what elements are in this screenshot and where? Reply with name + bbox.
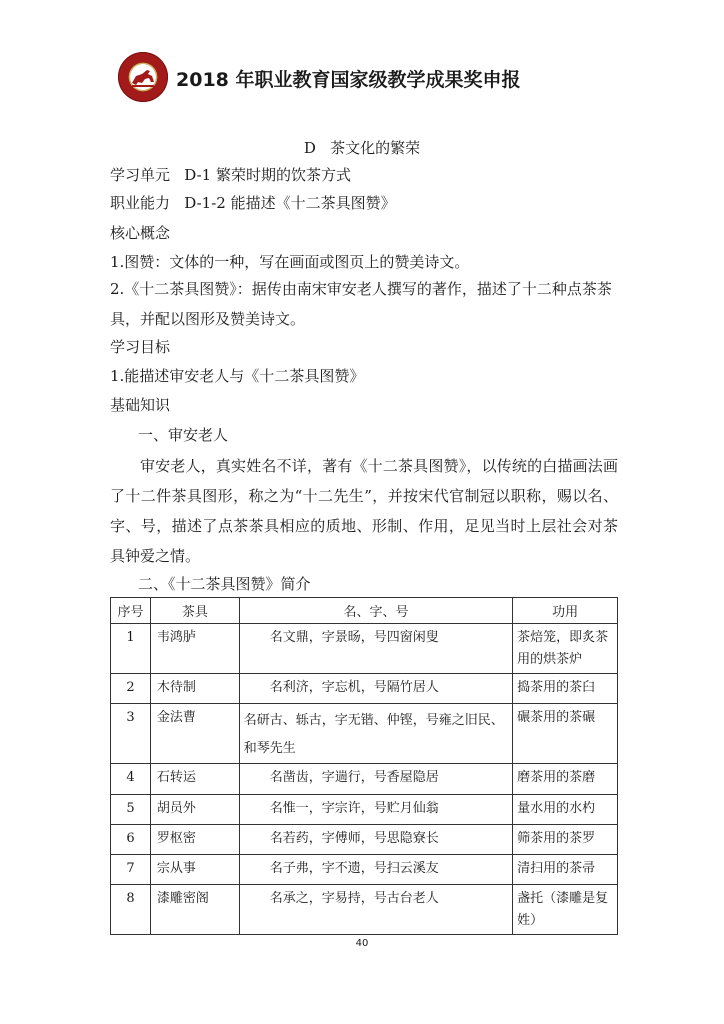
table-row bbox=[111, 885, 618, 935]
cell-tool: 韦鸿胪 bbox=[150, 624, 239, 674]
cell-tool: 罗枢密 bbox=[150, 825, 239, 855]
column-header: 序号 bbox=[111, 598, 151, 624]
cell-no: 1 bbox=[111, 624, 151, 674]
cell-names: 名利济，字忘机，号隔竹居人 bbox=[239, 674, 512, 704]
table-row bbox=[111, 855, 618, 885]
cell-names: 名若药，字傅师，号思隐寮长 bbox=[239, 825, 512, 855]
award-seal-logo bbox=[118, 52, 168, 102]
cell-no: 2 bbox=[111, 674, 151, 704]
cell-function: 捣茶用的茶臼 bbox=[513, 674, 618, 704]
core-concept-heading: 核心概念 bbox=[110, 224, 171, 242]
header-title: 2018 年职业教育国家级教学成果奖申报 bbox=[176, 69, 521, 91]
table-row bbox=[111, 704, 618, 764]
learning-unit: 学习单元 D-1 繁荣时期的饮茶方式 bbox=[110, 166, 351, 184]
horse-emblem-icon bbox=[118, 52, 168, 102]
concept-item-2: 2.《十二茶具图赞》：据传由南宋审安老人撰写的著作，描述了十二种点茶茶具，并配以图形及赞美诗文。 bbox=[110, 280, 612, 328]
cell-tool: 胡员外 bbox=[150, 795, 239, 825]
column-header: 功用 bbox=[513, 598, 618, 624]
cell-names: 名承之，字易持，号古台老人 bbox=[239, 885, 512, 935]
cell-function: 量水用的水杓 bbox=[513, 795, 618, 825]
cell-names: 名研古、轹古，字无锴、仲铿，号雍之旧民、和琴先生 bbox=[239, 704, 512, 764]
cell-no: 5 bbox=[111, 795, 151, 825]
column-header: 名、字、号 bbox=[239, 598, 512, 624]
cell-function: 筛茶用的茶罗 bbox=[513, 825, 618, 855]
tea-tools-table bbox=[110, 597, 618, 935]
cell-names: 名文鼎，字景旸，号四窗闲叟 bbox=[239, 624, 512, 674]
cell-function: 磨茶用的茶磨 bbox=[513, 764, 618, 795]
cell-tool: 宗从事 bbox=[150, 855, 239, 885]
cell-function: 碾茶用的茶碾 bbox=[513, 704, 618, 764]
table-header-row bbox=[111, 598, 618, 624]
basic-knowledge-heading: 基础知识 bbox=[110, 396, 171, 414]
table-row bbox=[111, 624, 618, 674]
page-header bbox=[118, 52, 638, 104]
cell-tool: 金法曹 bbox=[150, 704, 239, 764]
cell-no: 6 bbox=[111, 825, 151, 855]
cell-function: 清扫用的茶帚 bbox=[513, 855, 618, 885]
cell-function: 茶焙笼，即炙茶用的烘茶炉 bbox=[513, 624, 618, 674]
page-number: 40 bbox=[355, 938, 369, 949]
cell-no: 3 bbox=[111, 704, 151, 764]
ability-line: 职业能力 D-1-2 能描述《十二茶具图赞》 bbox=[110, 194, 396, 212]
table-row bbox=[111, 764, 618, 795]
section-title: D 茶文化的繁荣 bbox=[303, 139, 421, 157]
table-row bbox=[111, 674, 618, 704]
cell-tool: 漆雕密阁 bbox=[150, 885, 239, 935]
paragraph-1: 审安老人，真实姓名不详，著有《十二茶具图赞》，以传统的白描画法画了十二件茶具图形，称之为“十二先生”，并按宋代官制冠以职称，赐以名、字、号，描述了点茶茶具相应的质地、形制、作用，足见当时上层社会对茶具钟爱之情。 bbox=[110, 457, 618, 565]
goal-heading: 学习目标 bbox=[110, 338, 171, 356]
subheading-1: 一、审安老人 bbox=[138, 426, 229, 444]
cell-names: 名凿齿，字遄行，号香屋隐居 bbox=[239, 764, 512, 795]
goal-item-1: 1.能描述审安老人与《十二茶具图赞》 bbox=[110, 367, 365, 385]
cell-names: 名子弗，字不遗，号扫云溪友 bbox=[239, 855, 512, 885]
cell-tool: 石转运 bbox=[150, 764, 239, 795]
cell-names: 名惟一，字宗许，号贮月仙翁 bbox=[239, 795, 512, 825]
table-row bbox=[111, 795, 618, 825]
column-header: 茶具 bbox=[150, 598, 239, 624]
cell-no: 8 bbox=[111, 885, 151, 935]
concept-item-1: 1.图赞：文体的一种，写在画面或图页上的赞美诗文。 bbox=[110, 253, 470, 271]
cell-tool: 木待制 bbox=[150, 674, 239, 704]
table-row bbox=[111, 825, 618, 855]
cell-no: 7 bbox=[111, 855, 151, 885]
subheading-2: 二、《十二茶具图赞》简介 bbox=[138, 575, 311, 593]
cell-function: 盏托（漆雕是复姓） bbox=[513, 885, 618, 935]
cell-no: 4 bbox=[111, 764, 151, 795]
